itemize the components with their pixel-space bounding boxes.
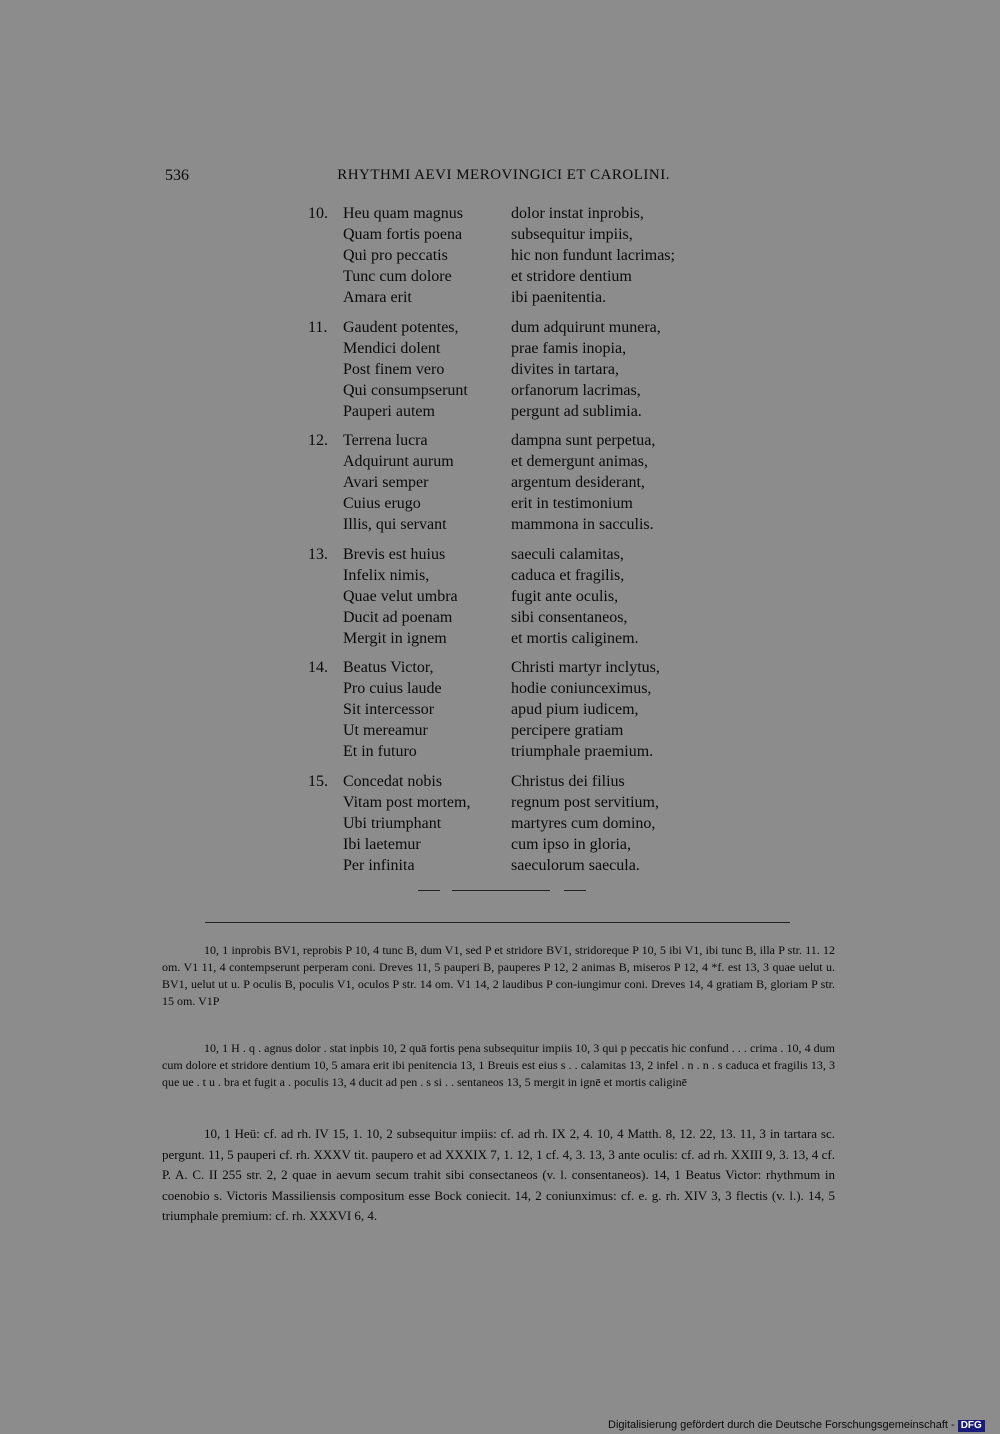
second-hemistich: et stridore dentium [511, 268, 632, 285]
apparatus-text: 10, 1 H . q . agnus dolor . stat inpbis 10, 2 quā fortis pena subsequitur impiis 10, 3 qui p peccatis hic confund . . . crima . 10, 4 dum cum dolore et stridore dentium 10, 5 amara erit ibi penitencia 13, 1 Breuis est eius s . . calamitas 13, 2 infel . n . n . s caduca et fragilis 13, 3 que ue . t u . bra et fugit a . poculis 13, 4 ducit ad pen . s si . . sentaneos 13, 5 mergit in ignē et mortis caliginē [162, 1041, 835, 1089]
first-hemistich: Cuius erugo [343, 495, 421, 512]
second-hemistich: regnum post servitium, [511, 793, 659, 811]
second-hemistich: dum adquirunt munera, [511, 318, 661, 336]
first-hemistich: Ducit ad poenam [343, 608, 453, 626]
verse-line [308, 224, 728, 245]
stanza-number [308, 266, 343, 287]
verse-line [308, 451, 728, 472]
second-hemistich: saeculorum saecula. [511, 856, 640, 874]
credit-text: Digitalisierung gefördert durch die Deutsche Forschungsgemeinschaft - [608, 1419, 955, 1431]
stanza-number [308, 741, 343, 762]
stanza-number [308, 855, 343, 876]
first-hemistich: Mendici dolent [343, 339, 441, 357]
first-hemistich: Et in futuro [343, 743, 417, 760]
second-hemistich: percipere gratiam [511, 722, 624, 739]
second-hemistich: subsequitur impiis, [511, 226, 633, 243]
first-hemistich: Pro cuius laude [343, 680, 442, 697]
second-hemistich: et demergunt animas, [511, 453, 648, 470]
stanza-number [308, 720, 343, 741]
first-hemistich: Illis, qui servant [343, 516, 447, 533]
page-header [165, 167, 670, 189]
second-hemistich: mammona in sacculis. [511, 516, 654, 533]
stanza-number [308, 792, 343, 813]
verse-line [308, 607, 728, 628]
first-hemistich: Beatus Victor, [343, 659, 434, 676]
poem [308, 203, 728, 884]
stanza-number [308, 224, 343, 245]
verse-line [308, 317, 728, 338]
stanza-number: 14. [308, 659, 328, 676]
first-hemistich: Adquirunt aurum [343, 453, 454, 470]
stanza-number [308, 380, 343, 401]
verse-line [308, 699, 728, 720]
stanza [308, 771, 728, 876]
first-hemistich: Post finem vero [343, 360, 445, 378]
stanza-number: 15. [308, 772, 328, 790]
first-hemistich: Ubi triumphant [343, 814, 442, 832]
stanza-number [308, 451, 343, 472]
second-hemistich: Christi martyr inclytus, [511, 659, 660, 676]
stanza-number: 13. [308, 545, 328, 563]
verse-line [308, 855, 728, 876]
second-hemistich: dampna sunt perpetua, [511, 432, 656, 449]
verse-line [308, 287, 728, 308]
verse-line [308, 720, 728, 741]
stanza-number [308, 699, 343, 720]
second-hemistich: fugit ante oculis, [511, 587, 619, 605]
stanza-number [308, 813, 343, 834]
verse-line [308, 266, 728, 287]
verse-line [308, 359, 728, 380]
verse-line [308, 245, 728, 266]
first-hemistich: Brevis est huius [343, 545, 446, 563]
stanza-number [308, 472, 343, 493]
second-hemistich: prae famis inopia, [511, 339, 627, 357]
verse-line [308, 565, 728, 586]
stanza-number [308, 359, 343, 380]
footnote-rule [205, 922, 790, 923]
stanza [308, 657, 728, 762]
stanza-number [308, 586, 343, 607]
stanza-number [308, 245, 343, 266]
dfg-logo: DFG [958, 1420, 985, 1432]
second-hemistich: apud pium iudicem, [511, 701, 639, 718]
stanza-number [308, 514, 343, 535]
first-hemistich: Mergit in ignem [343, 629, 447, 647]
verse-line [308, 628, 728, 649]
first-hemistich: Gaudent potentes, [343, 318, 459, 336]
stanza-number [308, 338, 343, 359]
second-hemistich: saeculi calamitas, [511, 545, 624, 563]
apparatus-text: 10, 1 inprobis BV1, reprobis P 10, 4 tunc B, dum V1, sed P et stridore BV1, stridoreque P 10, 5 ibi V1, ibi tunc B, illa P str. 11. 12 om. V1 11, 4 contempserunt perperam coni. Dreves 11, 5 pauperi B, pauperes P 12, 2 animas B, miseros P 12, 4 *f. est 13, 3 quae uelut u. BV1, uelut ut u. P oculis B, poculis V1, oculos P str. 14 om. V1 14, 2 laudibus P con-iungimur coni. Dreves 14, 4 gratiam B, gloriam P str. 15 om. V1P [162, 943, 835, 1008]
first-hemistich: Quam fortis poena [343, 226, 463, 243]
first-hemistich: Terrena lucra [343, 432, 428, 449]
verse-line [308, 741, 728, 762]
first-hemistich: Pauperi autem [343, 402, 435, 420]
stanza-number: 11. [308, 318, 328, 336]
second-hemistich: martyres cum domino, [511, 814, 656, 832]
stanza-number [308, 607, 343, 628]
second-hemistich: Christus dei filius [511, 772, 625, 790]
stanza-number [308, 401, 343, 422]
ornamental-divider [418, 888, 586, 892]
second-hemistich: hodie coniunceximus, [511, 680, 652, 697]
second-hemistich: argentum desiderant, [511, 474, 645, 491]
second-hemistich: divites in tartara, [511, 360, 619, 378]
verse-line [308, 678, 728, 699]
commentary-notes [162, 1124, 835, 1227]
critical-apparatus-manuscripts [162, 942, 835, 1010]
first-hemistich: Ibi laetemur [343, 835, 421, 853]
second-hemistich: triumphale praemium. [511, 743, 654, 760]
commentary-text: 10, 1 Heū: cf. ad rh. IV 15, 1. 10, 2 subsequitur impiis: cf. ad rh. IX 2, 4. 10, 4 Matth. 8, 12. 22, 13. 11, 3 in tartara sc. pergunt. 11, 5 pauperi cf. rh. XXXV tit. paupero et ad XXXIX 7, 1. 12, 1 cf. 4, 3. 13, 3 ante oculis: cf. ad rh. XXIII 9, 3. 13, 4 cf. P. A. C. II 255 str. 2, 2 quae in aevum secum trahit sibi consectaneos (v. l. consentaneos). 14, 1 Beatus Victor: rhythmum in coenobio s. Victoris Massiliensis compositum esse Bock coniecit. 14, 2 coniunximus: cf. e. g. rh. XIV 3, 3 flectis (v. l.). 14, 5 triumphale premium: cf. rh. XXXVI 6, 4. [162, 1126, 835, 1223]
stanza [308, 203, 728, 308]
verse-line [308, 401, 728, 422]
second-hemistich: dolor instat inprobis, [511, 205, 644, 222]
verse-line [308, 771, 728, 792]
first-hemistich: Vitam post mortem, [343, 793, 471, 811]
stanza-number [308, 565, 343, 586]
second-hemistich: erit in testimonium [511, 495, 633, 512]
first-hemistich: Sit intercessor [343, 701, 435, 718]
stanza-number: 10. [308, 205, 328, 222]
second-hemistich: cum ipso in gloria, [511, 835, 631, 853]
verse-line [308, 493, 728, 514]
second-hemistich: sibi consentaneos, [511, 608, 628, 626]
second-hemistich: hic non fundunt lacrimas; [511, 247, 675, 264]
first-hemistich: Amara erit [343, 289, 412, 306]
first-hemistich: Concedat nobis [343, 772, 443, 790]
stanza [308, 430, 728, 535]
stanza [308, 317, 728, 422]
verse-line [308, 792, 728, 813]
stanza-number [308, 287, 343, 308]
verse-line [308, 380, 728, 401]
second-hemistich: pergunt ad sublimia. [511, 402, 642, 420]
first-hemistich: Tunc cum dolore [343, 268, 452, 285]
stanza-number [308, 678, 343, 699]
second-hemistich: orfanorum lacrimas, [511, 381, 641, 399]
stanza [308, 544, 728, 649]
verse-line [308, 657, 728, 678]
stanza-number [308, 493, 343, 514]
first-hemistich: Per infinita [343, 856, 415, 874]
running-title: RHYTHMI AEVI MEROVINGICI ET CAROLINI. [337, 167, 670, 183]
first-hemistich: Heu quam magnus [343, 205, 463, 222]
stanza-number [308, 628, 343, 649]
verse-line [308, 544, 728, 565]
verse-line [308, 834, 728, 855]
verse-line [308, 514, 728, 535]
first-hemistich: Qui pro peccatis [343, 247, 448, 264]
first-hemistich: Avari semper [343, 474, 429, 491]
critical-apparatus-transcription [162, 1040, 835, 1091]
verse-line [308, 472, 728, 493]
second-hemistich: ibi paenitentia. [511, 289, 607, 306]
stanza-number [308, 834, 343, 855]
second-hemistich: caduca et fragilis, [511, 566, 625, 584]
verse-line [308, 586, 728, 607]
first-hemistich: Quae velut umbra [343, 587, 458, 605]
first-hemistich: Ut mereamur [343, 722, 428, 739]
digitization-credit [608, 1419, 985, 1432]
verse-line [308, 338, 728, 359]
verse-line [308, 813, 728, 834]
first-hemistich: Infelix nimis, [343, 566, 430, 584]
page-number: 536 [165, 167, 189, 184]
verse-line [308, 430, 728, 451]
verse-line [308, 203, 728, 224]
second-hemistich: et mortis caliginem. [511, 629, 639, 647]
first-hemistich: Qui consumpserunt [343, 381, 468, 399]
stanza-number: 12. [308, 432, 328, 449]
